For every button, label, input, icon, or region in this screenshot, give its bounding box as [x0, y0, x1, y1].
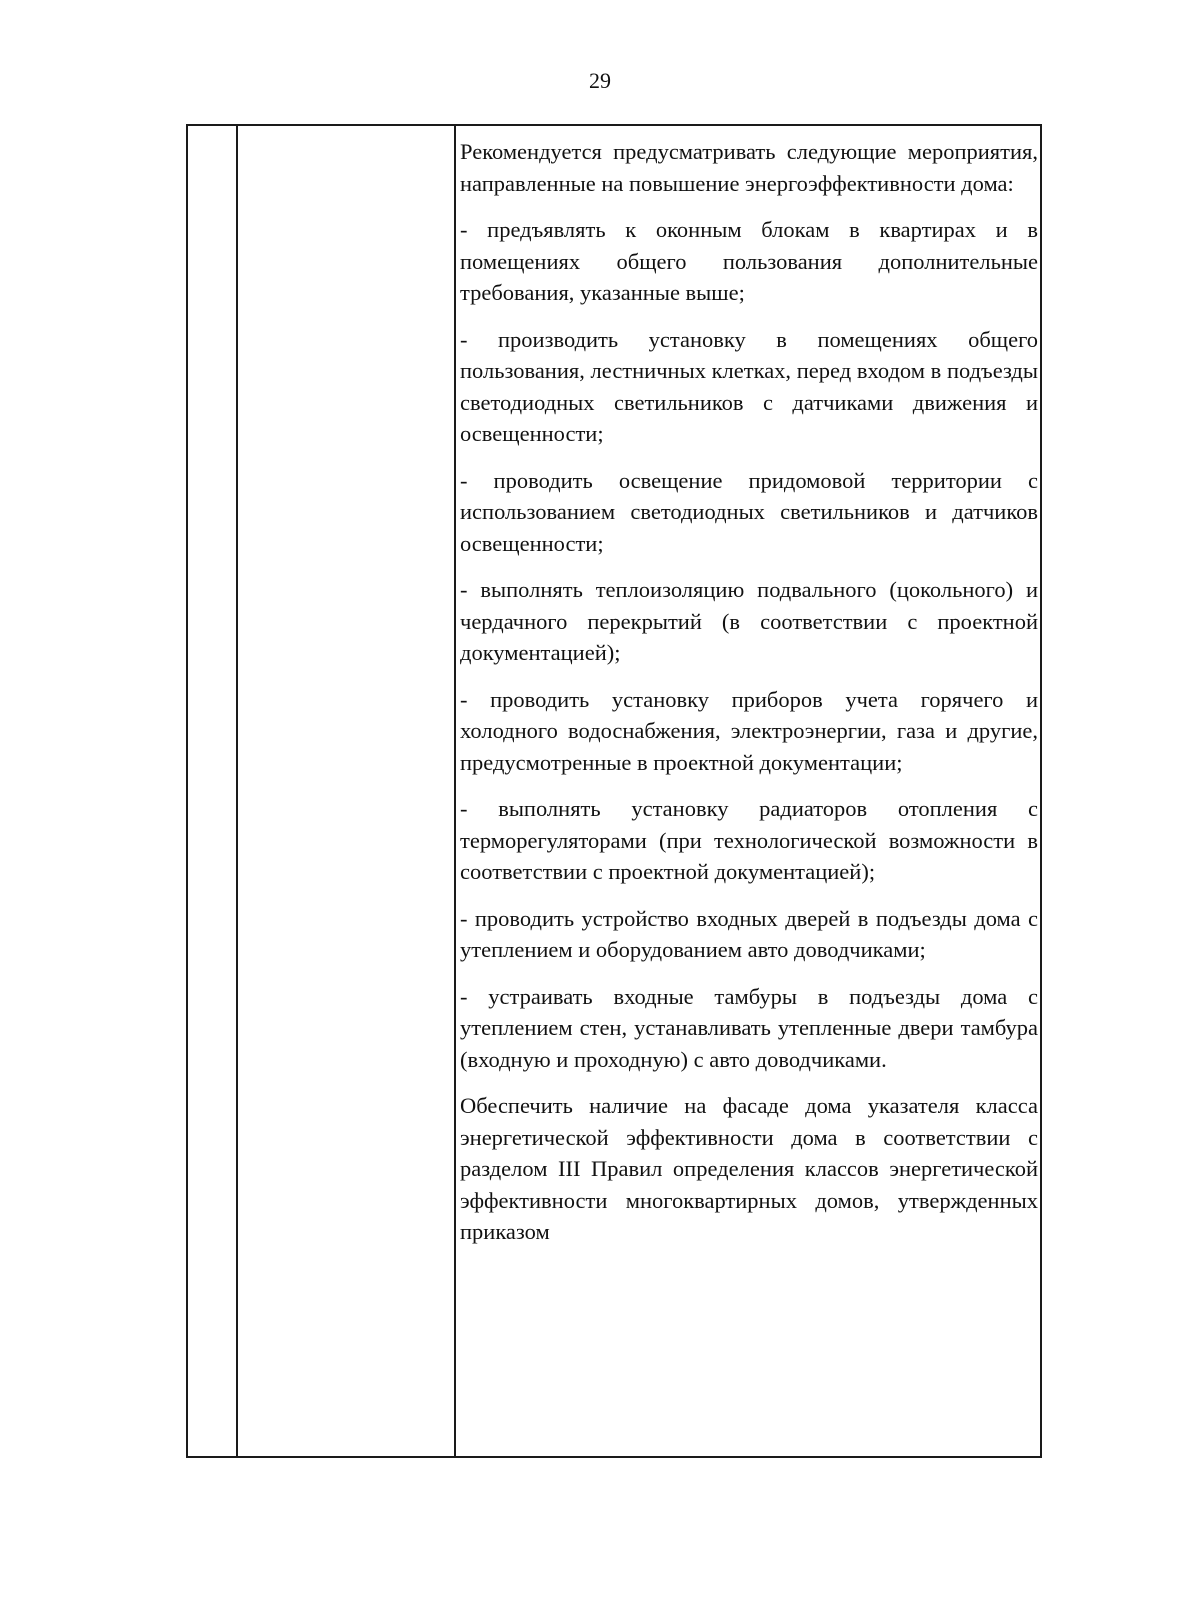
requirements-table: [186, 124, 1042, 1458]
paragraph-vestibules: - устраивать входные тамбуры в подъезды дома с утеплением стен, устанавливать утепленные двери тамбура (входную и проходную) с авто доводчиками.: [460, 983, 1038, 1072]
paragraph-efficiency-sign: Обеспечить наличие на фасаде дома указателя класса энергетической эффективности дома в соответствии с разделом III Правил определения классов энергетической эффективности многоквартирных домов, утвержденных приказом: [460, 1093, 1038, 1244]
table-column-divider-1: [236, 126, 238, 1456]
paragraph-intro: Рекомендуется предусматривать следующие мероприятия, направленные на повышение энергоэффективности дома:: [460, 139, 1038, 196]
page-number: 29: [589, 68, 611, 93]
paragraph-meters: - проводить установку приборов учета горячего и холодного водоснабжения, электроэнергии, газа и другие, предусмотренные в проектной документации;: [460, 686, 1038, 775]
paragraph-led-lighting: - производить установку в помещениях общего пользования, лестничных клетках, перед входом в подъезды светодиодных светильников с датчиками движения и освещенности;: [460, 326, 1038, 446]
paragraph-yard-lighting: - проводить освещение придомовой территории с использованием светодиодных светильников и датчиков освещенности;: [460, 467, 1038, 556]
table-column-divider-2: [454, 126, 456, 1456]
paragraph-entrance-doors: - проводить устройство входных дверей в подъезды дома с утеплением и оборудованием авто доводчиками;: [460, 905, 1038, 962]
paragraph-insulation: - выполнять теплоизоляцию подвального (цокольного) и чердачного перекрытий (в соответствии с проектной документацией);: [460, 577, 1038, 665]
paragraph-radiators: - выполнять установку радиаторов отопления с терморегуляторами (при технологической возможности в соответствии с проектной документацией);: [460, 796, 1038, 884]
table-cell-text: [460, 136, 1038, 1248]
paragraph-window-blocks: - предъявлять к оконным блокам в квартирах и в помещениях общего пользования дополнительные требования, указанные выше;: [460, 217, 1038, 305]
